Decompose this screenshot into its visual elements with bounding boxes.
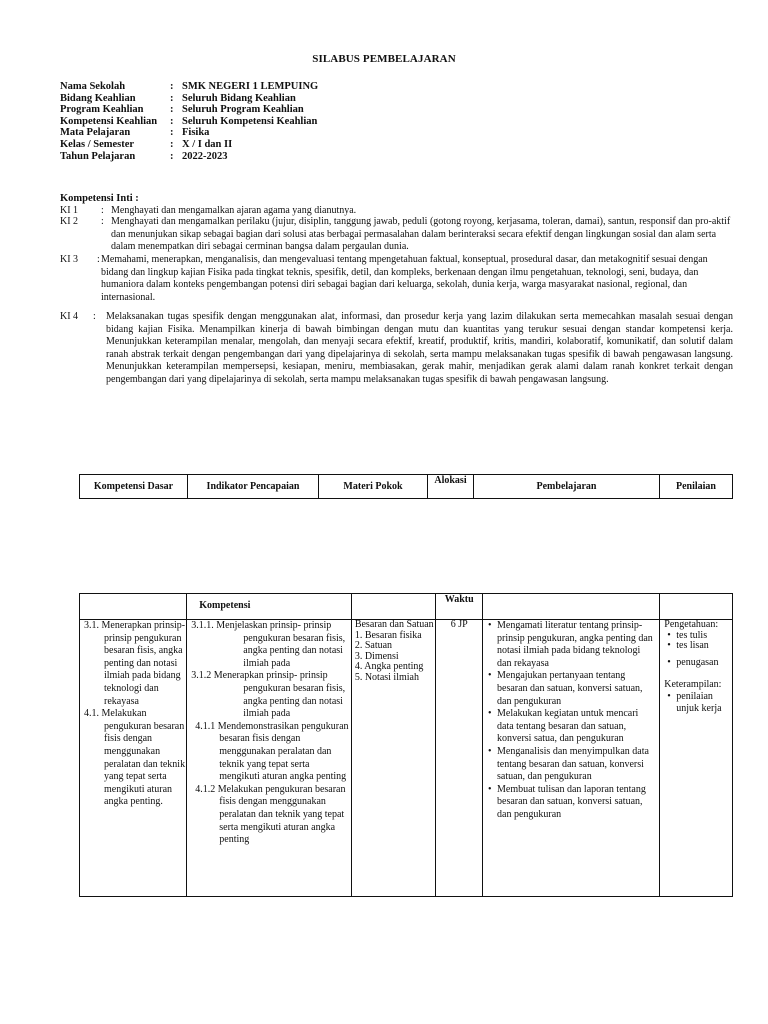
info-row: Kompetensi Keahlian : Seluruh Kompetensi Keahlian <box>60 115 318 127</box>
ki-item <box>60 216 733 254</box>
alokasi-cell: 6 JP <box>436 620 483 897</box>
header-cell <box>80 594 187 620</box>
info-row: Bidang Keahlian : Seluruh Bidang Keahlian <box>60 92 296 104</box>
header-cell-kompetensi: Kompetensi <box>187 594 352 620</box>
ki-colon: : <box>101 216 104 227</box>
school-info <box>60 81 318 162</box>
info-value: Seluruh Program Keahlian <box>182 104 304 116</box>
indikator-item: 3.1.1. Menjelaskan prinsip- prinsip pengukuran besaran fisis, angka penting dan notasi ilmiah pada <box>191 620 346 669</box>
header-cell <box>483 594 660 620</box>
penilaian-item: • tes lisan <box>664 641 732 652</box>
materi-item: 5. Notasi ilmiah <box>354 671 419 683</box>
info-row: Nama Sekolah : SMK NEGERI 1 LEMPUING <box>60 81 319 92</box>
materi-item: 1. Besaran fisika <box>354 629 422 641</box>
ki-heading: Kompetensi Inti : <box>60 193 139 204</box>
materi-item: 2. Satuan <box>354 640 393 651</box>
header-cell <box>351 594 436 620</box>
info-value: 2022-2023 <box>182 150 228 162</box>
info-label: Mata Pelajaran <box>60 127 131 139</box>
pembelajaran-cell <box>483 620 660 897</box>
column-header: Penilaian <box>660 475 733 499</box>
materi-item: Besaran dan Satuan <box>354 619 434 630</box>
syllabus-header-table <box>79 474 733 499</box>
ki-code: KI 3 <box>60 254 79 265</box>
materi-cell <box>351 620 436 897</box>
column-header: Alokasi <box>428 475 474 499</box>
info-label: Tahun Pelajaran <box>60 150 136 162</box>
materi-item: 4. Angka penting <box>354 661 424 672</box>
ki-code: KI 4 <box>60 311 79 322</box>
column-header: Indikator Pencapaian <box>188 475 319 499</box>
pembelajaran-item: • Membuat tulisan dan laporan tentang besaran dan satuan, konversi satuan, dan pengukuran <box>485 784 653 822</box>
penilaian-item: • penilaian unjuk kerja <box>664 691 732 716</box>
info-row: Program Keahlian : Seluruh Program Keahlian <box>60 104 304 116</box>
info-label: Nama Sekolah <box>60 81 126 92</box>
syllabus-table <box>79 593 733 897</box>
ki-code: KI 2 <box>60 216 79 227</box>
info-label: Program Keahlian <box>60 104 144 116</box>
ki-colon: : <box>101 205 104 216</box>
header-cell <box>660 594 733 620</box>
indikator-item: 4.1.1 Mendemonstrasikan pengukuran besaran fisis dengan menggunakan peralatan dan teknik yang tepat serta mengikuti aturan angka penting <box>195 720 349 783</box>
indikator-cell <box>187 620 352 897</box>
materi-item: 3. Dimensi <box>354 650 399 662</box>
info-value: Seluruh Kompetensi Keahlian <box>182 115 318 127</box>
kd-item: 3.1. Menerapkan prinsip- prinsip pengukuran besaran fisis, angka penting dan notasi ilmiah pada bidang teknologi dan rekayasa <box>84 620 186 707</box>
ki-code: KI 1 <box>60 205 79 216</box>
ki-item <box>60 254 733 304</box>
info-value: X / I dan II <box>182 138 233 150</box>
info-value: Seluruh Bidang Keahlian <box>182 92 296 104</box>
keterampilan-label: Keterampilan: <box>664 679 722 690</box>
header-cell-waktu: Waktu <box>436 594 483 620</box>
info-value: Fisika <box>182 127 210 139</box>
kd-item: 4.1. Melakukan pengukuran besaran fisis dengan menggunakan peralatan dan teknik yang tepat serta mengikuti aturan angka penting. <box>84 708 186 808</box>
info-row: Kelas / Semester : X / I dan II <box>60 138 233 150</box>
ki-item <box>60 311 733 387</box>
pembelajaran-item: • Melakukan kegiatan untuk mencari data tentang besaran dan satuan, konversi satua, dan pengukuran <box>485 708 653 746</box>
ki-text: Melaksanakan tugas spesifik dengan menggunakan alat, informasi, dan prosedur kerja yang lazim dilakukan serta memecahkan masalah sesuai dengan bidang kajian Fisika. Menampilkan kinerja di bawah bimbingan dengan mutu dan kuantitas yang terukur sesuai dengan standar kompetensi kerja. Menunjukkan keterampilan menalar, mengolah, dan menyaji secara efektif, kreatif, produktif, kritis, mandiri, kolaboratif, komunikatif, dan solutif dalam ranah abstrak terkait dengan pengembangan dari yang dipelajarinya di sekolah, serta mampu melaksanakan tugas spesifik di bawah pengawasan langsung. Menunjukkan keterampilan mempersepsi, kesiapan, meniru, membiasakan, gerak mahir, menjadikan gerak alami dalam ranah konkret terkait dengan pengembangan dari yang dipelajarinya di sekolah, serta mampu melaksanakan tugas spesifik di bawah pengawasan langsung. <box>106 311 733 385</box>
column-header: Pembelajaran <box>474 475 660 499</box>
pembelajaran-item: • Mengamati literatur tentang prinsip- prinsip pengukuran, angka penting dan notasi ilmiah pada bidang teknologi dan rekayasa <box>485 620 653 670</box>
indikator-item: 3.1.2 Menerapkan prinsip- prinsip pengukuran besaran fisis, angka penting dan notasi ilmiah pada <box>191 670 346 720</box>
kompetensi-dasar-cell <box>80 620 187 897</box>
column-header: Materi Pokok <box>319 475 428 499</box>
pembelajaran-item: • Mengajukan pertanyaan tentang besaran dan satuan, konversi satuan, dan pengukuran <box>485 670 653 708</box>
ki-text: Menghayati dan mengamalkan ajaran agama yang dianutnya. <box>111 205 357 216</box>
ki-text: Menghayati dan mengamalkan perilaku (jujur, disiplin, tanggung jawab, peduli (gotong royong, kerjasama, toleran, damai), santun, responsif dan pro-aktif dan menunjukan sikap sebagai bagian dari solusi atas berbagai permasalahan dalam berinteraksi secara efektif dengan lingkungan sosial dan alam serta dalam menempatkan diri sebagai cerminan bangsa dalam pergaulan dunia. <box>111 216 731 253</box>
ki-colon: : <box>93 311 96 322</box>
ki-colon: : <box>97 254 100 265</box>
penilaian-item: • tes tulis <box>664 631 732 642</box>
pengetahuan-label: Pengetahuan: <box>664 619 719 630</box>
penilaian-item: • penugasan <box>664 658 732 669</box>
info-row: Tahun Pelajaran : 2022-2023 <box>60 150 228 162</box>
info-value: SMK NEGERI 1 LEMPUING <box>182 81 319 92</box>
pembelajaran-item: • Menganalisis dan menyimpulkan data tentang besaran dan satuan, konversi satuan, dan pengukuran <box>485 746 653 784</box>
indikator-item: 4.1.2 Melakukan pengukuran besaran fisis dengan menggunakan peralatan dan teknik yang tepat serta mengikuti aturan angka penting <box>195 783 346 846</box>
info-label: Kompetensi Keahlian <box>60 115 158 127</box>
info-label: Kelas / Semester <box>60 138 135 150</box>
info-row: Mata Pelajaran : Fisika <box>60 127 210 139</box>
info-label: Bidang Keahlian <box>60 92 136 104</box>
penilaian-cell <box>660 620 733 897</box>
column-header: Kompetensi Dasar <box>80 475 188 499</box>
ki-text: Memahami, menerapkan, menganalisis, dan mengevaluasi tentang mpengetahuan faktual, konseptual, prosedural dasar, dan metakognitif sesuai dengan bidang dan lingkup kajian Fisika pada tingkat teknis, spesifik, detil, dan kompleks, berkenaan dengan ilmu pengetahuan, teknologi, seni, budaya, dan humaniora dalam konteks pengembangan potensi diri sebagai bagian dari keluarga, sekolah, dunia kerja, warga masyarakat nasional, regional, dan internasional. <box>101 254 708 303</box>
page-title: SILABUS PEMBELAJARAN <box>312 53 456 65</box>
